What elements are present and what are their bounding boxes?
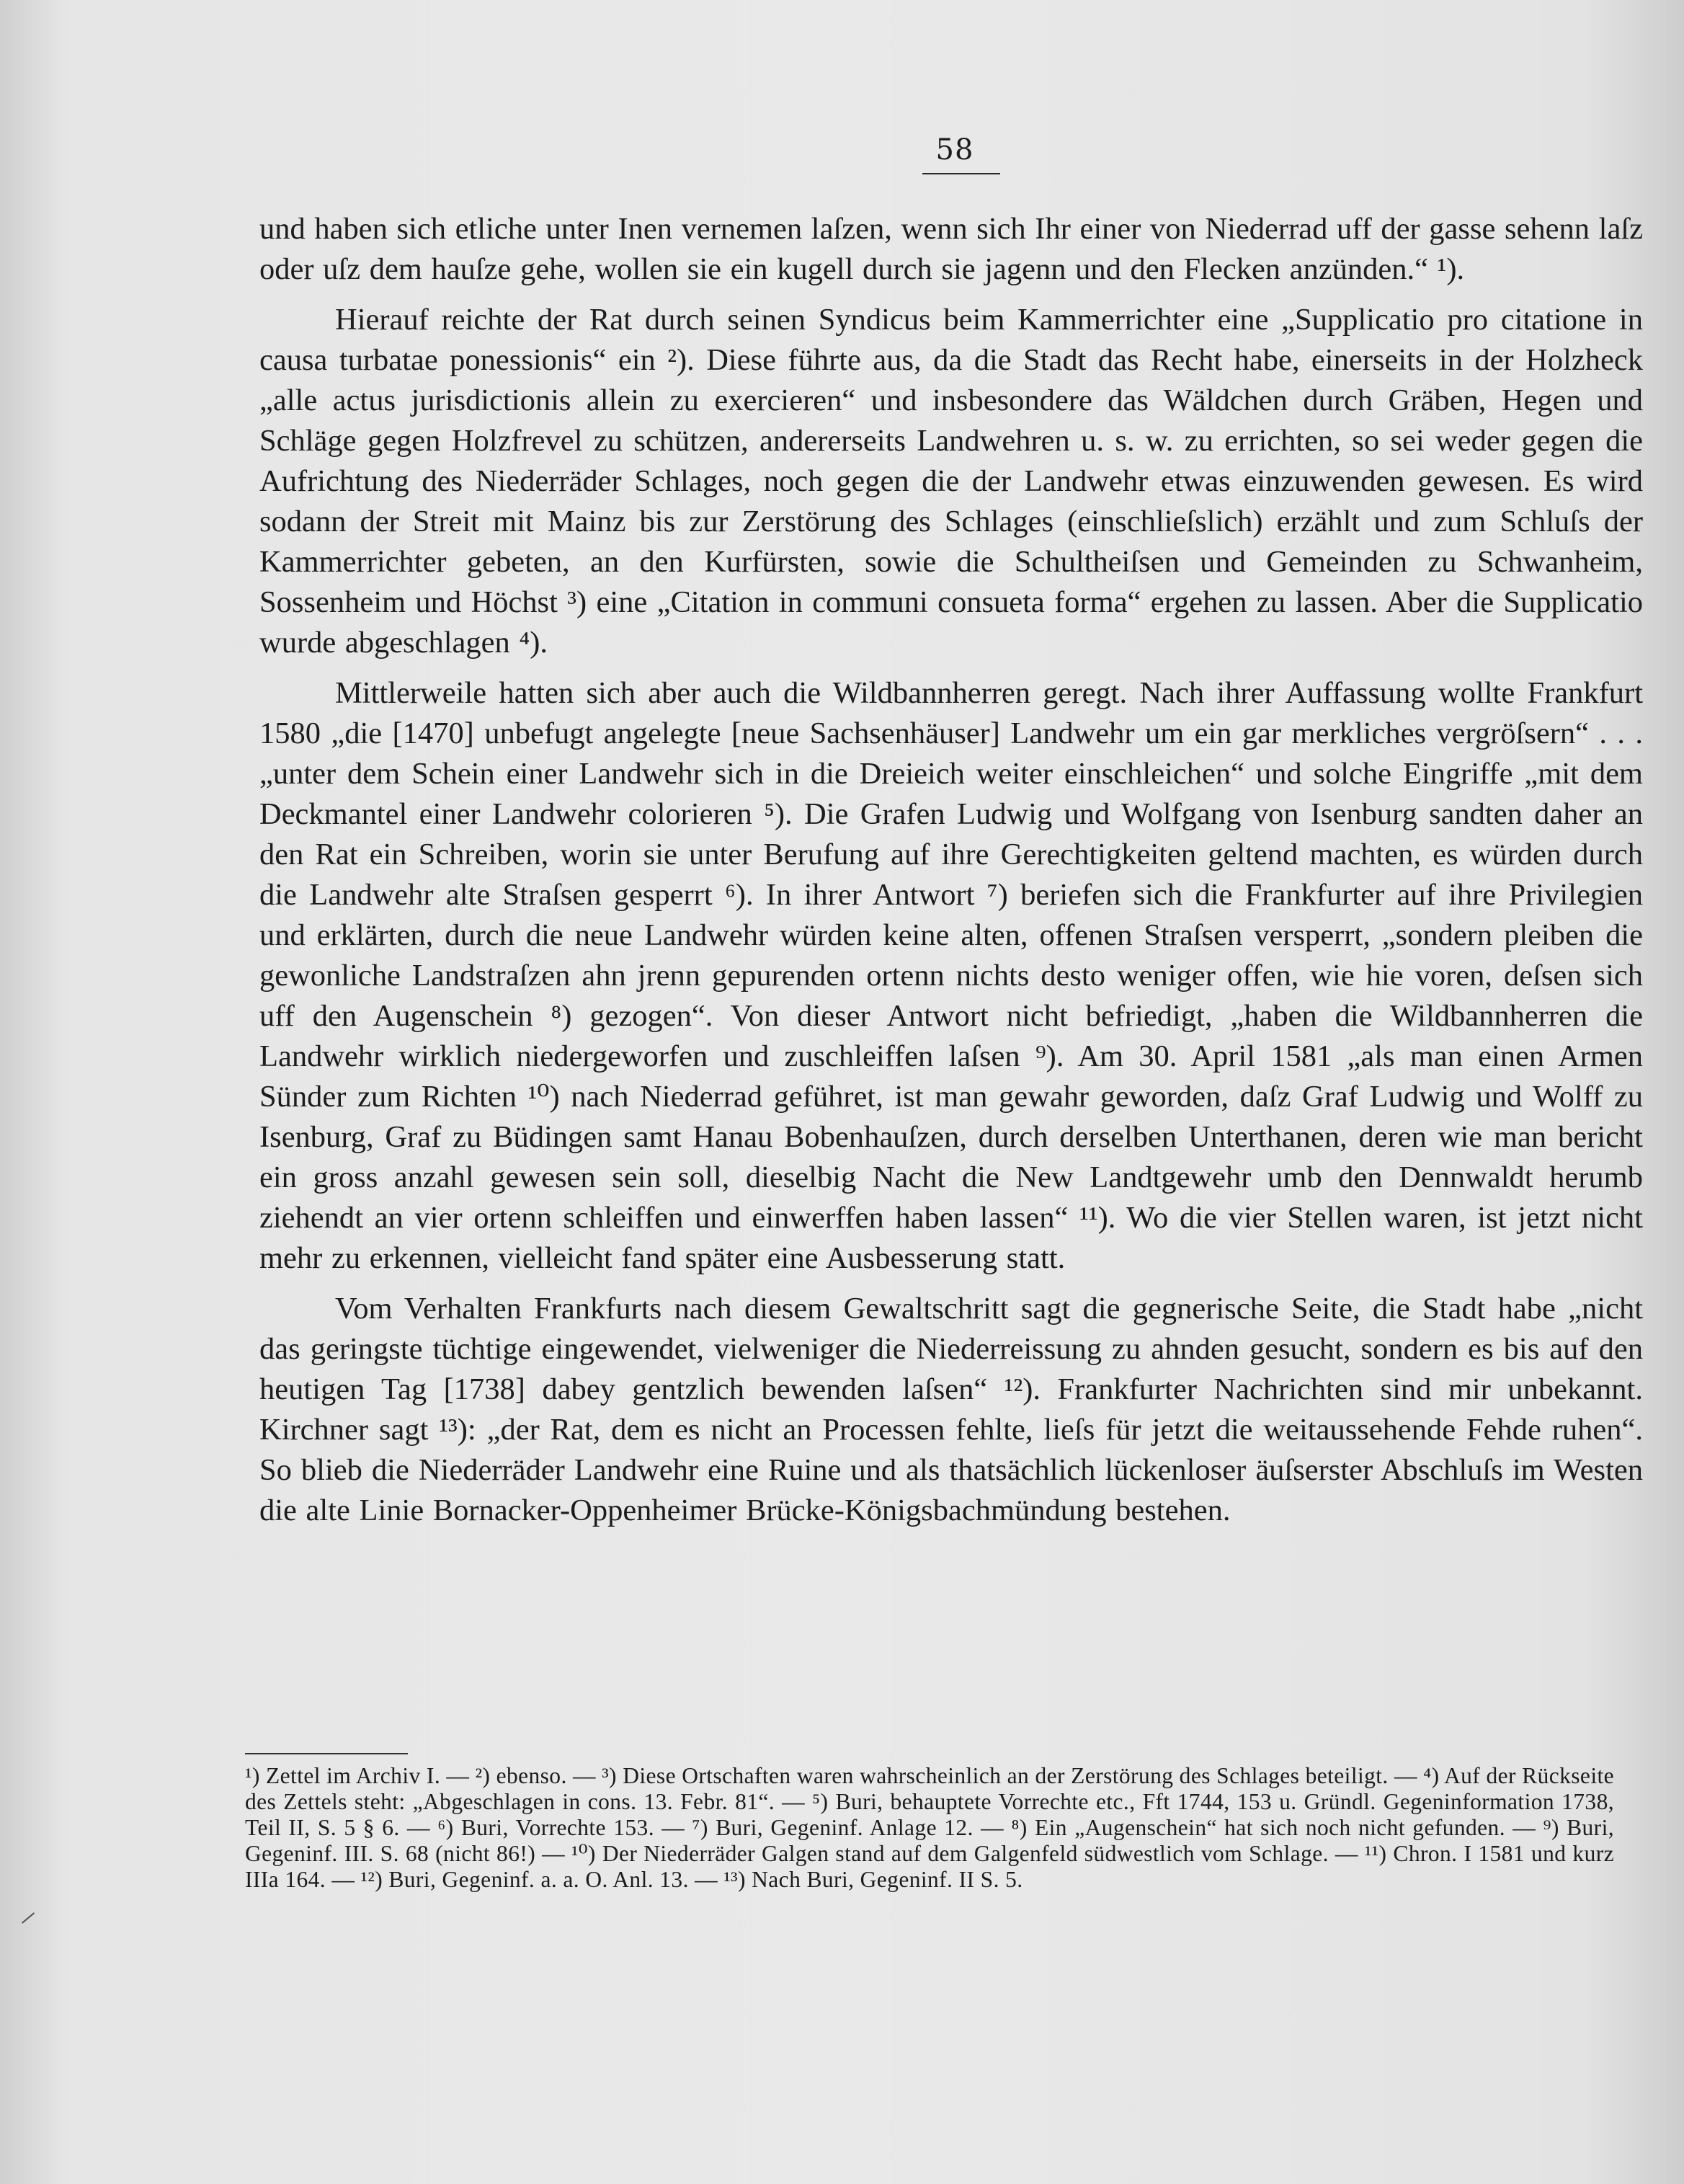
paragraph-4: Vom Verhalten Frankfurts nach diesem Gewaltschritt sagt die gegnerische Seite, die Stadt habe „nicht das geringste tüchtige eingewendet, vielweniger die Niederreissung zu ahnden gesucht, sondern es bis auf den heutigen Tag [1738] dabey gentzlich bewenden laſsen“ ¹²). Frankfurter Nachrichten sind mir unbekannt. Kirchner sagt ¹³): „der Rat, dem es nicht an Processen fehlte, lieſs für jetzt die weitaussehende Fehde ruhen“. So blieb die Niederräder Landwehr eine Ruine und als thatsächlich lückenloser äuſserster Abschluſs im Westen die alte Linie Bornacker-Oppenheimer Brücke-Königsbachmündung bestehen. bbox=[259, 1292, 1643, 1527]
footnote-text: ¹) Zettel im Archiv I. — ²) ebenso. — ³) Diese Ortschaften waren wahrscheinlich an der Zerstörung des Schlages beteiligt. — ⁴) Auf der Rückseite des Zettels steht: „Abgeschlagen in cons. 13. Febr. 81“. — ⁵) Buri, behauptete Vorrechte etc., Fft 1744, 153 u. Gründl. Gegeninformation 1738, Teil II, S. 5 § 6. — ⁶) Buri, Vorrechte 153. — ⁷) Buri, Gegeninf. Anlage 12. — ⁸) Ein „Augenschein“ hat sich noch nicht gefunden. — ⁹) Buri, Gegeninf. III. S. 68 (nicht 86!) — ¹⁰) Der Niederräder Galgen stand auf dem Galgenfeld südwestlich vom Schlage. — ¹¹) Chron. I 1581 und kurz IIIa 164. — ¹²) Buri, Gegeninf. a. a. O. Anl. 13. — ¹³) Nach Buri, Gegeninf. II S. 5. bbox=[245, 1763, 1614, 1892]
page-number-underline bbox=[922, 173, 1000, 174]
paragraph-2: Hierauf reichte der Rat durch seinen Syndicus beim Kammerrichter eine „Supplicatio pro citatione in causa turbatae ponessionis“ ein ²). Diese führte aus, da die Stadt das Recht habe, einerseits in der Holzheck „alle actus jurisdictionis allein zu exercieren“ und insbesondere das Wäldchen durch Gräben, Hegen und Schläge gegen Holzfrevel zu schützen, andererseits Landwehren u. s. w. zu errichten, so sei weder gegen die Aufrichtung des Niederräder Schlages, noch gegen die der Landwehr etwas einzuwenden gewesen. Es wird sodann der Streit mit Mainz bis zur Zerstörung des Schlages (einschlieſslich) erzählt und zum Schluſs der Kammerrichter gebeten, an den Kurfürsten, sowie die Schultheiſsen und Gemeinden zu Schwanheim, Sossenheim und Höchst ³) eine „Citation in communi consueta forma“ ergehen zu lassen. Aber die Supplicatio wurde abgeschlagen ⁴). bbox=[259, 303, 1643, 660]
page-number: 58 bbox=[935, 133, 974, 167]
paragraph-1: und haben sich etliche unter Inen vernemen laſzen, wenn sich Ihr einer von Niederrad uff der gasse sehenn laſz oder uſz dem hauſze gehe, wollen sie ein kugell durch sie jagenn und den Flecken anzünden.“ ¹). bbox=[259, 212, 1643, 286]
body-text bbox=[259, 209, 1643, 1531]
footnotes bbox=[245, 1763, 1614, 1893]
margin-pencil-mark bbox=[22, 1912, 35, 1924]
footnote-divider bbox=[245, 1753, 408, 1754]
paragraph-3: Mittlerweile hatten sich aber auch die Wildbannherren geregt. Nach ihrer Auffassung wollte Frankfurt 1580 „die [1470] unbefugt angelegte [neue Sachsenhäuser] Landwehr um ein gar merkliches vergröſsern“ . . . „unter dem Schein einer Landwehr sich in die Dreieich weiter einschleichen“ und solche Eingriffe „mit dem Deckmantel einer Landwehr colorieren ⁵). Die Grafen Ludwig und Wolfgang von Isenburg sandten daher an den Rat ein Schreiben, worin sie unter Berufung auf ihre Gerechtigkeiten geltend machten, es würden durch die Landwehr alte Straſsen gesperrt ⁶). In ihrer Antwort ⁷) beriefen sich die Frankfurter auf ihre Privilegien und erklärten, durch die neue Landwehr würden keine alten, offenen Straſsen versperrt, „sondern pleiben die gewonliche Landstraſzen ahn jrenn gepurenden ortenn nichts desto weniger offen, wie hie voren, deſsen sich uff den Augenschein ⁸) gezogen“. Von dieser Antwort nicht befriedigt, „haben die Wildbannherren die Landwehr wirklich niedergeworfen und zuschleiffen laſsen ⁹). Am 30. April 1581 „als man einen Armen Sünder zum Richten ¹⁰) nach Niederrad geführet, ist man gewahr geworden, daſz Graf Ludwig und Wolff zu Isenburg, Graf zu Büdingen samt Hanau Bobenhauſzen, durch derselben Unterthanen, deren wie man bericht ein gross anzahl gewesen sein soll, dieselbig Nacht die New Landtgewehr umb den Dennwaldt herumb ziehendt an vier ortenn schleiffen und einwerffen haben lassen“ ¹¹). Wo die vier Stellen waren, ist jetzt nicht mehr zu erkennen, vielleicht fand später eine Ausbesserung statt. bbox=[259, 676, 1643, 1275]
